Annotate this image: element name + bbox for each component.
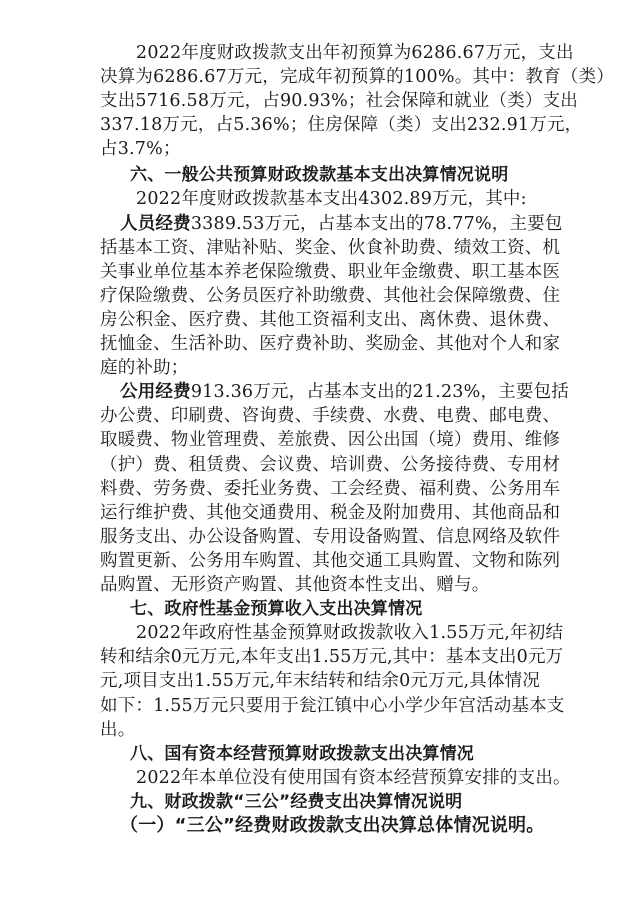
paragraph-line [0,379,636,405]
paragraph-line: 元,项目支出1.55万元,年末结转和结余0元万元,具体情况 [100,671,541,691]
subsection-heading: （一）“三公”经费财政拨款支出决算总体情况说明。 [120,815,545,836]
section-heading: 八、国有资本经营预算财政拨款支出决算情况 [130,744,474,764]
personnel-expense-text: 3389.53万元，占基本支出的78.77%，主要包 [190,214,563,234]
public-expense-text: 913.36万元，占基本支出的21.23%，主要包括 [190,382,569,402]
section-heading: 六、一般公共预算财政拨款基本支出决算情况说明 [130,165,509,185]
paragraph-line: 疗保险缴费、公务员医疗补助缴费、其他社会保障缴费、住 [100,286,561,306]
paragraph-line: 庭的补助； [100,358,189,378]
public-expense-label: 公用经费 [120,382,191,402]
paragraph-line: 337.18万元，占5.36%；住房保障（类）支出232.91万元， [100,115,583,135]
paragraph-line: 运行维护费、其他交通费用、税金及附加费用、其他商品和 [100,503,561,523]
paragraph-line [0,211,636,237]
paragraph-line: 关事业单位基本养老保险缴费、职业年金缴费、职工基本医 [100,262,561,282]
paragraph-line: 括基本工资、津贴补贴、奖金、伙食补助费、绩效工资、机 [100,238,561,258]
paragraph-line: 购置更新、公务用车购置、其他交通工具购置、文物和陈列 [100,551,561,571]
paragraph-line: 决算为6286.67万元，完成年初预算的100%。其中：教育（类） [100,67,614,87]
paragraph-line: 抚恤金、生活补助、医疗费补助、奖励金、其他对个人和家 [100,334,561,354]
paragraph-line: 转和结余0元万元,本年支出1.55万元,其中：基本支出0元万 [100,647,564,667]
paragraph-line: （护）费、租赁费、会议费、培训费、公务接待费、专用材 [100,455,561,475]
paragraph-line: 占3.7%； [100,139,181,159]
section-heading: 七、政府性基金预算收入支出决算情况 [130,599,423,619]
personnel-expense-label: 人员经费 [120,214,191,234]
paragraph-line: 2022年度财政拨款基本支出4302.89万元，其中: [136,189,527,209]
paragraph-line: 如下：1.55万元只要用于瓮江镇中心小学少年宫活动基本支 [100,696,565,716]
paragraph-line: 2022年本单位没有使用国有资本经营预算安排的支出。 [136,768,571,788]
paragraph-line: 出。 [100,720,136,740]
paragraph-line: 支出5716.58万元，占90.93%；社会保障和就业（类）支出 [100,91,578,111]
paragraph-line: 2022年度财政拨款支出年初预算为6286.67万元，支出 [136,43,574,63]
paragraph-line: 料费、劳务费、委托业务费、工会经费、福利费、公务用车 [100,479,561,499]
paragraph-line: 服务支出、办公设备购置、专用设备购置、信息网络及软件 [100,527,561,547]
paragraph-line: 品购置、无形资产购置、其他资本性支出、赠与。 [100,575,490,595]
paragraph-line: 取暖费、物业管理费、差旅费、因公出国（境）费用、维修 [100,430,561,450]
section-heading: 九、财政拨款“三公”经费支出决算情况说明 [130,792,463,812]
paragraph-line: 房公积金、医疗费、其他工资福利支出、离休费、退休费、 [100,310,561,330]
paragraph-line: 2022年政府性基金预算财政拨款收入1.55万元,年初结 [136,623,564,643]
paragraph-line: 办公费、印刷费、咨询费、手续费、水费、电费、邮电费、 [100,406,561,426]
